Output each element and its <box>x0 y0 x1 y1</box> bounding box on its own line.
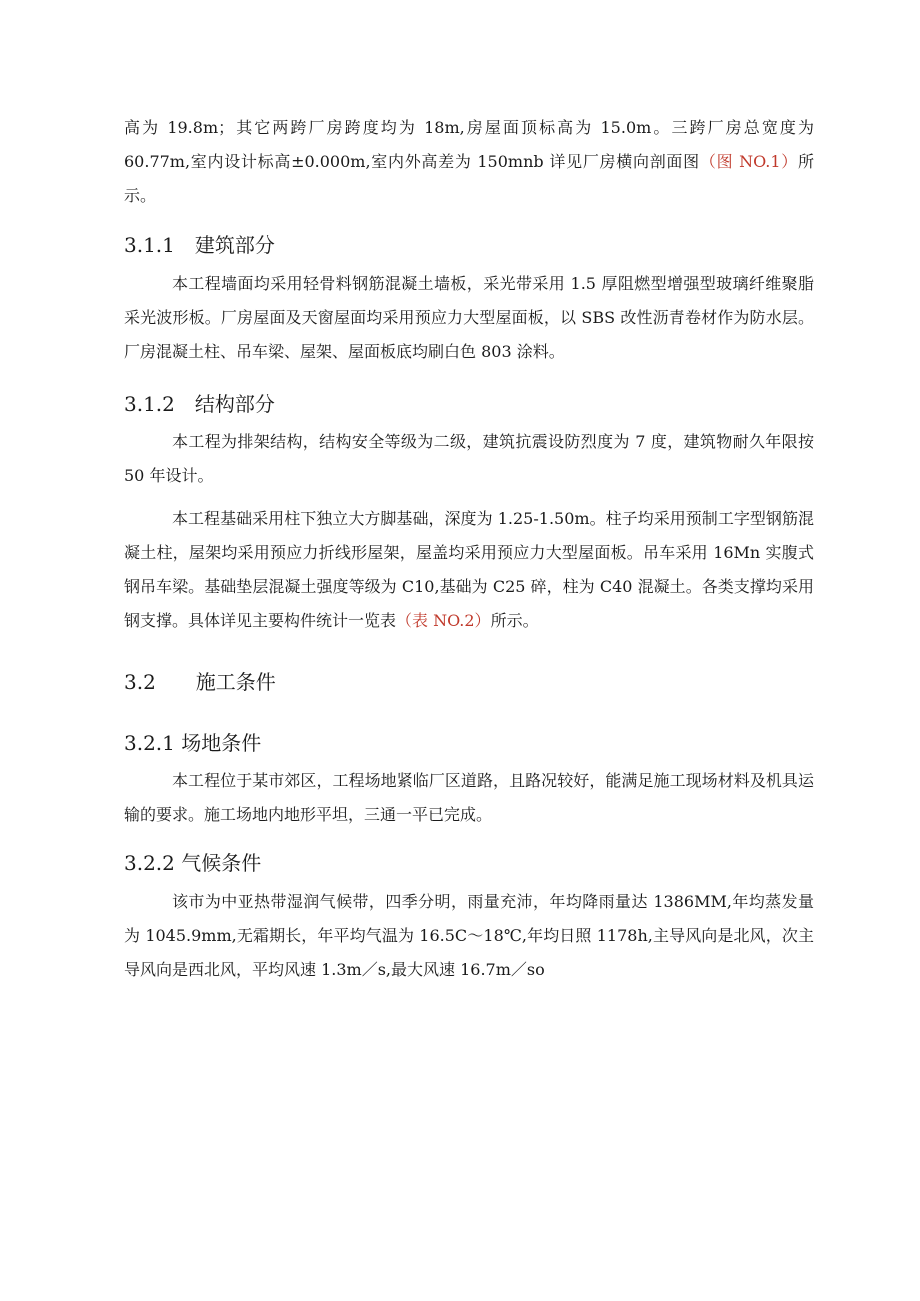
structure-text-a: 本工程基础采用柱下独立大方脚基础，深度为 1.25-1.50m。柱子均采用预制工字型钢筋混凝土柱，屋架均采用预应力折线形屋架，屋盖均采用预应力大型屋面板。吊车采用 16Mn 实腹式钢吊车梁。基础垫层混凝土强度等级为 C10,基础为 C25 碎，柱为 C40 混凝土。各类支撑均采用钢支撑。具体详见主要构件统计一览表 <box>124 509 814 630</box>
structure-paragraph-2 <box>124 502 814 638</box>
heading-3-2-2: 3.2.2 气候条件 <box>124 851 262 875</box>
intro-paragraph <box>124 111 814 213</box>
intro-text-a: 高为 19.8m；其它两跨厂房跨度均为 18m,房屋面顶标高为 15.0m。三跨厂房总宽度为 60.77m,室内设计标高±0.000m,室内外高差为 150mnb 详见厂房横向剖面图 <box>124 118 814 171</box>
architecture-paragraph: 本工程墙面均采用轻骨料钢筋混凝土墙板，采光带采用 1.5 厚阻燃型增强型玻璃纤维聚脂采光波形板。厂房屋面及天窗屋面均采用预应力大型屋面板，以 SBS 改性沥青卷材作为防水层。厂房混凝土柱、吊车梁、屋架、屋面板底均刷白色 803 涂料。 <box>124 274 814 361</box>
climate-paragraph: 该市为中亚热带湿润气候带，四季分明，雨量充沛，年均降雨量达 1386MM,年均蒸发量为 1045.9mm,无霜期长，年平均气温为 16.5C～18℃,年均日照 1178h,主导风向是北风，次主导风向是西北风，平均风速 1.3m／s,最大风速 16.7m／so <box>124 892 814 979</box>
site-conditions-paragraph: 本工程位于某市郊区，工程场地紧临厂区道路，且路况较好，能满足施工现场材料及机具运输的要求。施工场地内地形平坦，三通一平已完成。 <box>124 771 814 824</box>
table-reference: （表 NO.2） <box>396 611 491 630</box>
structure-paragraph-1: 本工程为排架结构，结构安全等级为二级，建筑抗震设防烈度为 7 度，建筑物耐久年限按 50 年设计。 <box>124 432 814 485</box>
heading-3-1-2: 3.1.2 结构部分 <box>124 392 275 416</box>
structure-text-b: 所示。 <box>490 611 539 630</box>
intro-text-b: 所示。 <box>124 152 814 205</box>
heading-3-1-1: 3.1.1 建筑部分 <box>124 233 275 257</box>
figure-reference: （图 NO.1） <box>699 152 798 171</box>
heading-3-2-1: 3.2.1 场地条件 <box>124 731 262 755</box>
heading-3-2: 3.2 施工条件 <box>124 670 276 694</box>
